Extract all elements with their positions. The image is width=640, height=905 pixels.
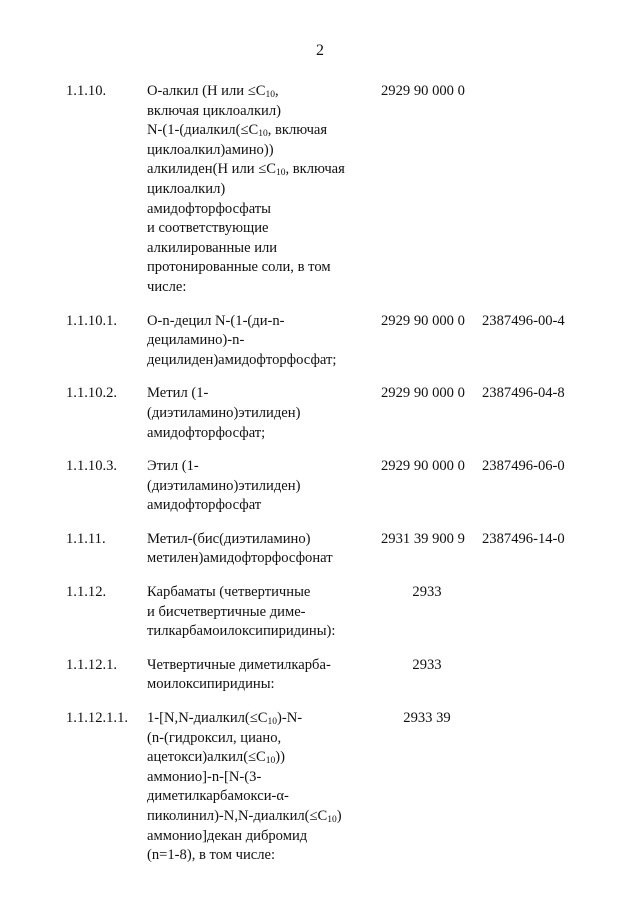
entry-description — [147, 709, 375, 866]
subscript-text: 10 — [258, 129, 268, 140]
description-line — [147, 768, 375, 788]
description-line — [147, 496, 375, 516]
text-segment: пиколинил)-N,N-диалкил(≤C — [147, 808, 328, 824]
cas-number: 2387496-14-0 — [482, 530, 565, 547]
text-segment: алкилированные или — [147, 239, 278, 256]
text-segment: и соответствующие — [147, 220, 269, 237]
tn-ved-code: 2933 — [412, 584, 442, 601]
tn-ved-code: 2929 90 000 0 — [381, 312, 465, 329]
description-line — [147, 200, 375, 220]
description-line — [147, 219, 375, 239]
text-segment: О-n-децил N-(1-(ди-n- — [147, 312, 285, 329]
tn-ved-code: 2929 90 000 0 — [381, 458, 465, 475]
description-line — [147, 457, 375, 477]
text-segment: )) — [275, 749, 286, 766]
entry-number: 1.1.12.1.1. — [66, 710, 129, 727]
text-segment: и бисчетвертичные диме- — [147, 603, 306, 620]
description-line — [147, 846, 375, 866]
text-segment: тилкарбамоилоксипиридины): — [147, 623, 336, 640]
entry-description — [147, 530, 375, 569]
text-segment: (n=1-8), в том числе: — [147, 847, 276, 864]
description-line — [147, 278, 375, 298]
description-line — [147, 549, 375, 569]
text-segment: метилен)амидофторфосфонат — [147, 550, 333, 567]
entry-description — [147, 384, 375, 443]
text-segment: алкилиден(Н или ≤C — [147, 161, 276, 178]
entry-number: 1.1.10.2. — [66, 385, 118, 402]
entry-description — [147, 656, 375, 695]
description-line — [147, 583, 375, 603]
text-segment: ацетокси)алкил(≤C — [147, 749, 266, 766]
text-segment: Четвертичные диметилкарба- — [147, 656, 331, 673]
description-line — [147, 351, 375, 371]
cas-number: 2387496-04-8 — [482, 385, 565, 402]
text-segment: протонированные соли, в том — [147, 259, 331, 276]
cas-number: 2387496-00-4 — [482, 312, 565, 329]
entry-number: 1.1.12. — [66, 584, 107, 601]
text-segment: амидофторфосфат; — [147, 424, 266, 441]
entry-description — [147, 82, 375, 298]
text-segment: циклоалкил) — [147, 180, 226, 197]
text-segment: (диэтиламино)этилиден) — [147, 404, 301, 421]
entry-number: 1.1.10. — [66, 83, 107, 99]
description-line — [147, 827, 375, 847]
text-segment: децилиден)амидофторфосфат; — [147, 351, 337, 368]
entry-number: 1.1.12.1. — [66, 656, 118, 673]
text-segment: амидофторфосфат — [147, 497, 262, 514]
description-line — [147, 424, 375, 444]
description-line — [147, 384, 375, 404]
description-line — [147, 258, 375, 278]
description-line — [147, 180, 375, 200]
description-line — [147, 404, 375, 424]
text-segment: , включая — [285, 161, 345, 178]
entry-row — [0, 312, 640, 371]
description-line — [147, 603, 375, 623]
page-number: 2 — [316, 42, 324, 59]
description-line — [147, 787, 375, 807]
tn-ved-code: 2933 39 — [403, 710, 451, 727]
description-line — [147, 530, 375, 550]
text-segment: О-алкил (Н или ≤C — [147, 83, 266, 99]
entry-row — [0, 457, 640, 516]
text-segment: N-(1-(диалкил(≤C — [147, 122, 259, 139]
description-line — [147, 82, 375, 102]
text-segment: (диэтиламино)этилиден) — [147, 477, 301, 494]
entry-row — [0, 656, 640, 695]
entry-number: 1.1.10.3. — [66, 458, 118, 475]
description-line — [147, 622, 375, 642]
entry-row — [0, 384, 640, 443]
text-segment: , включая — [267, 122, 328, 139]
entry-row — [0, 82, 640, 298]
text-segment: моилоксипиридины: — [147, 676, 275, 693]
entry-row — [0, 709, 640, 866]
tn-ved-code: 2929 90 000 0 — [381, 83, 465, 99]
subscript-text: 10 — [265, 756, 276, 767]
text-segment: Метил-(бис(диэтиламино) — [147, 530, 311, 547]
entry-number: 1.1.11. — [66, 530, 106, 547]
text-segment: диметилкарбамокси-α- — [147, 788, 289, 805]
subscript-text: 10 — [267, 717, 278, 728]
description-line — [147, 477, 375, 497]
entry-number: 1.1.10.1. — [66, 312, 118, 329]
description-line — [147, 312, 375, 332]
entry-description — [147, 312, 375, 371]
tn-ved-code: 2931 39 900 9 — [381, 530, 465, 547]
entry-description — [147, 583, 375, 642]
text-segment: Карбаматы (четвертичные — [147, 584, 311, 601]
description-line — [147, 160, 375, 180]
description-line — [147, 729, 375, 749]
tn-ved-code: 2933 — [412, 656, 442, 673]
text-segment: Этил (1- — [147, 458, 199, 475]
description-line — [147, 748, 375, 768]
description-line — [147, 656, 375, 676]
subscript-text: 10 — [265, 90, 275, 100]
cas-number: 2387496-06-0 — [482, 458, 565, 475]
text-segment: Метил (1- — [147, 385, 209, 402]
subscript-text: 10 — [275, 168, 286, 179]
entry-row — [0, 583, 640, 642]
text-segment: дециламино)-n- — [147, 332, 245, 349]
text-segment: ) — [336, 808, 342, 824]
description-line — [147, 807, 375, 827]
description-line — [147, 121, 375, 141]
description-line — [147, 331, 375, 351]
entries-list — [0, 82, 640, 880]
subscript-text: 10 — [327, 815, 337, 825]
text-segment: числе: — [147, 278, 187, 295]
description-line — [147, 239, 375, 259]
text-segment: циклоалкил)амино)) — [147, 141, 274, 158]
text-segment: включая циклоалкил) — [147, 102, 282, 119]
text-segment: амидофторфосфаты — [147, 200, 271, 217]
text-segment: аммонио]декан дибромид — [147, 827, 308, 844]
text-segment: , — [274, 83, 279, 99]
tn-ved-code: 2929 90 000 0 — [381, 385, 465, 402]
text-segment: )-N- — [277, 710, 303, 727]
entry-row — [0, 530, 640, 569]
description-line — [147, 675, 375, 695]
text-segment: 1-[N,N-диалкил(≤C — [147, 710, 268, 727]
text-segment: аммонио]-n-[N-(3- — [147, 768, 262, 785]
description-line — [147, 709, 375, 729]
text-segment: (n-(гидроксил, циано, — [147, 729, 282, 746]
entry-description — [147, 457, 375, 516]
description-line — [147, 102, 375, 122]
description-line — [147, 141, 375, 161]
